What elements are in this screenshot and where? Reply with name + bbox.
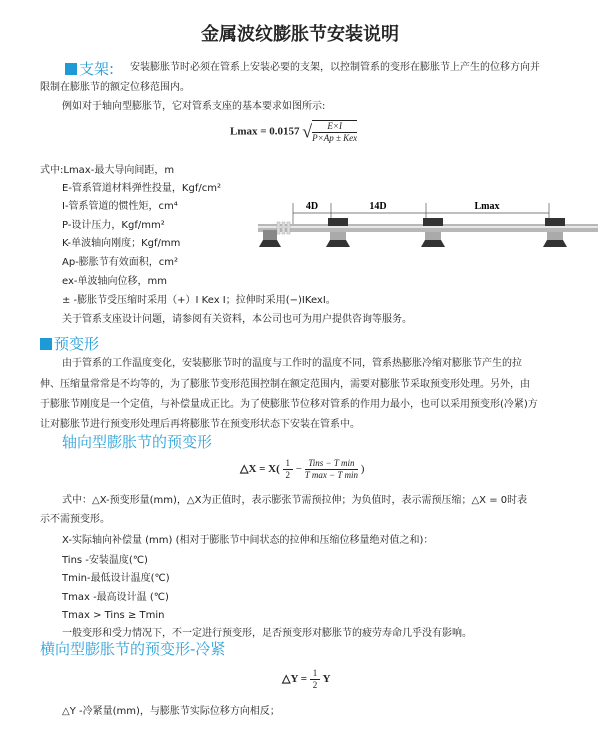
axial-def-line: Tins -安装温度(℃) xyxy=(62,555,148,566)
lateral-def: △Y -冷紧量(mm)，与膨胀节实际位移方向相反； xyxy=(62,706,280,717)
minus-sign: − xyxy=(295,463,302,476)
close-paren: ) xyxy=(360,463,365,476)
axial-def-line: 示不需预变形。 xyxy=(40,514,110,525)
lmax-formula: Lmax = 0.0157 √ $\frac{E\times I}{\text{P×Ap ± Kex}}$ xyxy=(230,121,358,143)
axial-def-line: 一般变形和受力情况下，不一定进行预变形，足否预变形对膨胀节的疲劳寿命几乎没有影响。 xyxy=(62,628,472,639)
def-line: ex-单波轴向位移，mm xyxy=(62,276,167,287)
support-intro-1: 安装膨胀节时必须在管系上安装必要的支架，以控制管系的变形在膨胀节上产生的位移方向并 xyxy=(130,62,540,73)
def-line: K-单波轴向刚度；Kgf/mm xyxy=(62,238,181,249)
half-den: 2 xyxy=(285,470,291,480)
predeform-para-line: 让对膨胀节进行预变形处理后再将膨胀节在预变形状态下安装在管系中。 xyxy=(40,419,360,430)
square-bullet-icon xyxy=(40,338,52,350)
support-intro-2: 限制在膨胀节的额定位移范围内。 xyxy=(40,82,190,93)
bellows-icon xyxy=(277,222,290,234)
axial-def-line: Tmax -最高设计温 (℃) xyxy=(62,592,169,603)
axial-formula xyxy=(240,458,364,481)
def-line: 关于管系支座设计问题，请参阅有关资料，本公司也可为用户提供咨询等服务。 xyxy=(62,314,412,325)
diagram-label-14d: 14D xyxy=(369,201,387,212)
axial-denominator: T max − T min xyxy=(304,470,359,480)
predeform-para-line: 由于管系的工作温度变化，安装膨胀节时的温度与工作时的温度不同，管系热膨胀冷缩对膨胀节产生的拉 xyxy=(62,358,522,369)
lateral-den: 2 xyxy=(312,680,318,690)
def-line: P-设计压力，Kgf/mm² xyxy=(62,220,165,231)
predeform-para-line: 伸、压缩量常常是不均等的，为了膨胀节变形范围控制在额定范围内，需要对膨胀节采取预变形处理。另外，由 xyxy=(40,379,530,390)
support-spacing-diagram xyxy=(255,195,600,270)
lateral-formula-lhs: △Y = xyxy=(282,673,308,686)
def-line: I-管系管道的惯性矩，cm⁴ xyxy=(62,201,178,212)
axial-heading: 轴向型膨胀节的预变形 xyxy=(62,433,213,451)
predeform-para-line: 于膨胀节刚度是一个定值，与补偿量成正比。为了使膨胀节位移对管系的作用力最小，也可以采用预变形(冷紧)方 xyxy=(40,399,538,410)
axial-def-line: Tmax > Tins ≥ Tmin xyxy=(62,610,165,621)
section-heading-predeform xyxy=(40,333,99,354)
axial-def-line: Tmin-最低设计温度(℃) xyxy=(62,573,170,584)
lateral-formula-rhs: Y xyxy=(322,673,331,686)
square-bullet-icon xyxy=(65,63,77,75)
axial-def-line: 式中：△X-预变形量(mm)，△X为正值时，表示膨张节需预拉伸；为负值时，表示需预压缩；△X = 0时表 xyxy=(62,495,528,506)
def-line: E-管系管道材料弹性投量，Kgf/cm² xyxy=(62,183,221,194)
axial-formula-lhs: △X = X( xyxy=(240,463,280,476)
pipe-supports xyxy=(259,218,567,247)
axial-def-line: X-实际轴向补偿量 (mm) (相对于膨胀节中间状态的拉伸和压缩位移量绝对值之和)： xyxy=(62,535,434,546)
half-num: 1 xyxy=(283,458,294,470)
diagram-label-4d: 4D xyxy=(305,201,319,212)
lateral-num: 1 xyxy=(310,668,321,680)
def-line: Ap-膨胀节有效面积，cm² xyxy=(62,257,179,268)
formula-numerator: E×I xyxy=(312,121,357,133)
formula-denominator: P×Ap ± Kex xyxy=(312,133,358,143)
diagram-label-lmax: Lmax xyxy=(474,201,500,212)
formula-lhs: Lmax = 0.0157 xyxy=(230,125,300,138)
def-line: ± -膨胀节受压缩时采用（+）I Kex I；拉伸时采用(−)IKexI。 xyxy=(62,295,336,306)
predeform-heading-text: 预变形 xyxy=(54,335,100,353)
page-title: 金属波纹膨胀节安装说明 xyxy=(201,24,399,45)
def-line: 式中:Lmax-最大导向间距，m xyxy=(40,165,175,176)
support-example: 例如对于轴向型膨胀节，它对管系支座的基本要求如图所示: xyxy=(62,101,326,112)
lateral-formula xyxy=(282,668,331,691)
section-heading-support xyxy=(65,58,114,79)
support-heading-text: 支架: xyxy=(79,60,115,78)
lateral-heading: 横向型膨胀节的预变形-冷紧 xyxy=(40,640,226,658)
axial-numerator: Tins − T min xyxy=(305,458,358,470)
